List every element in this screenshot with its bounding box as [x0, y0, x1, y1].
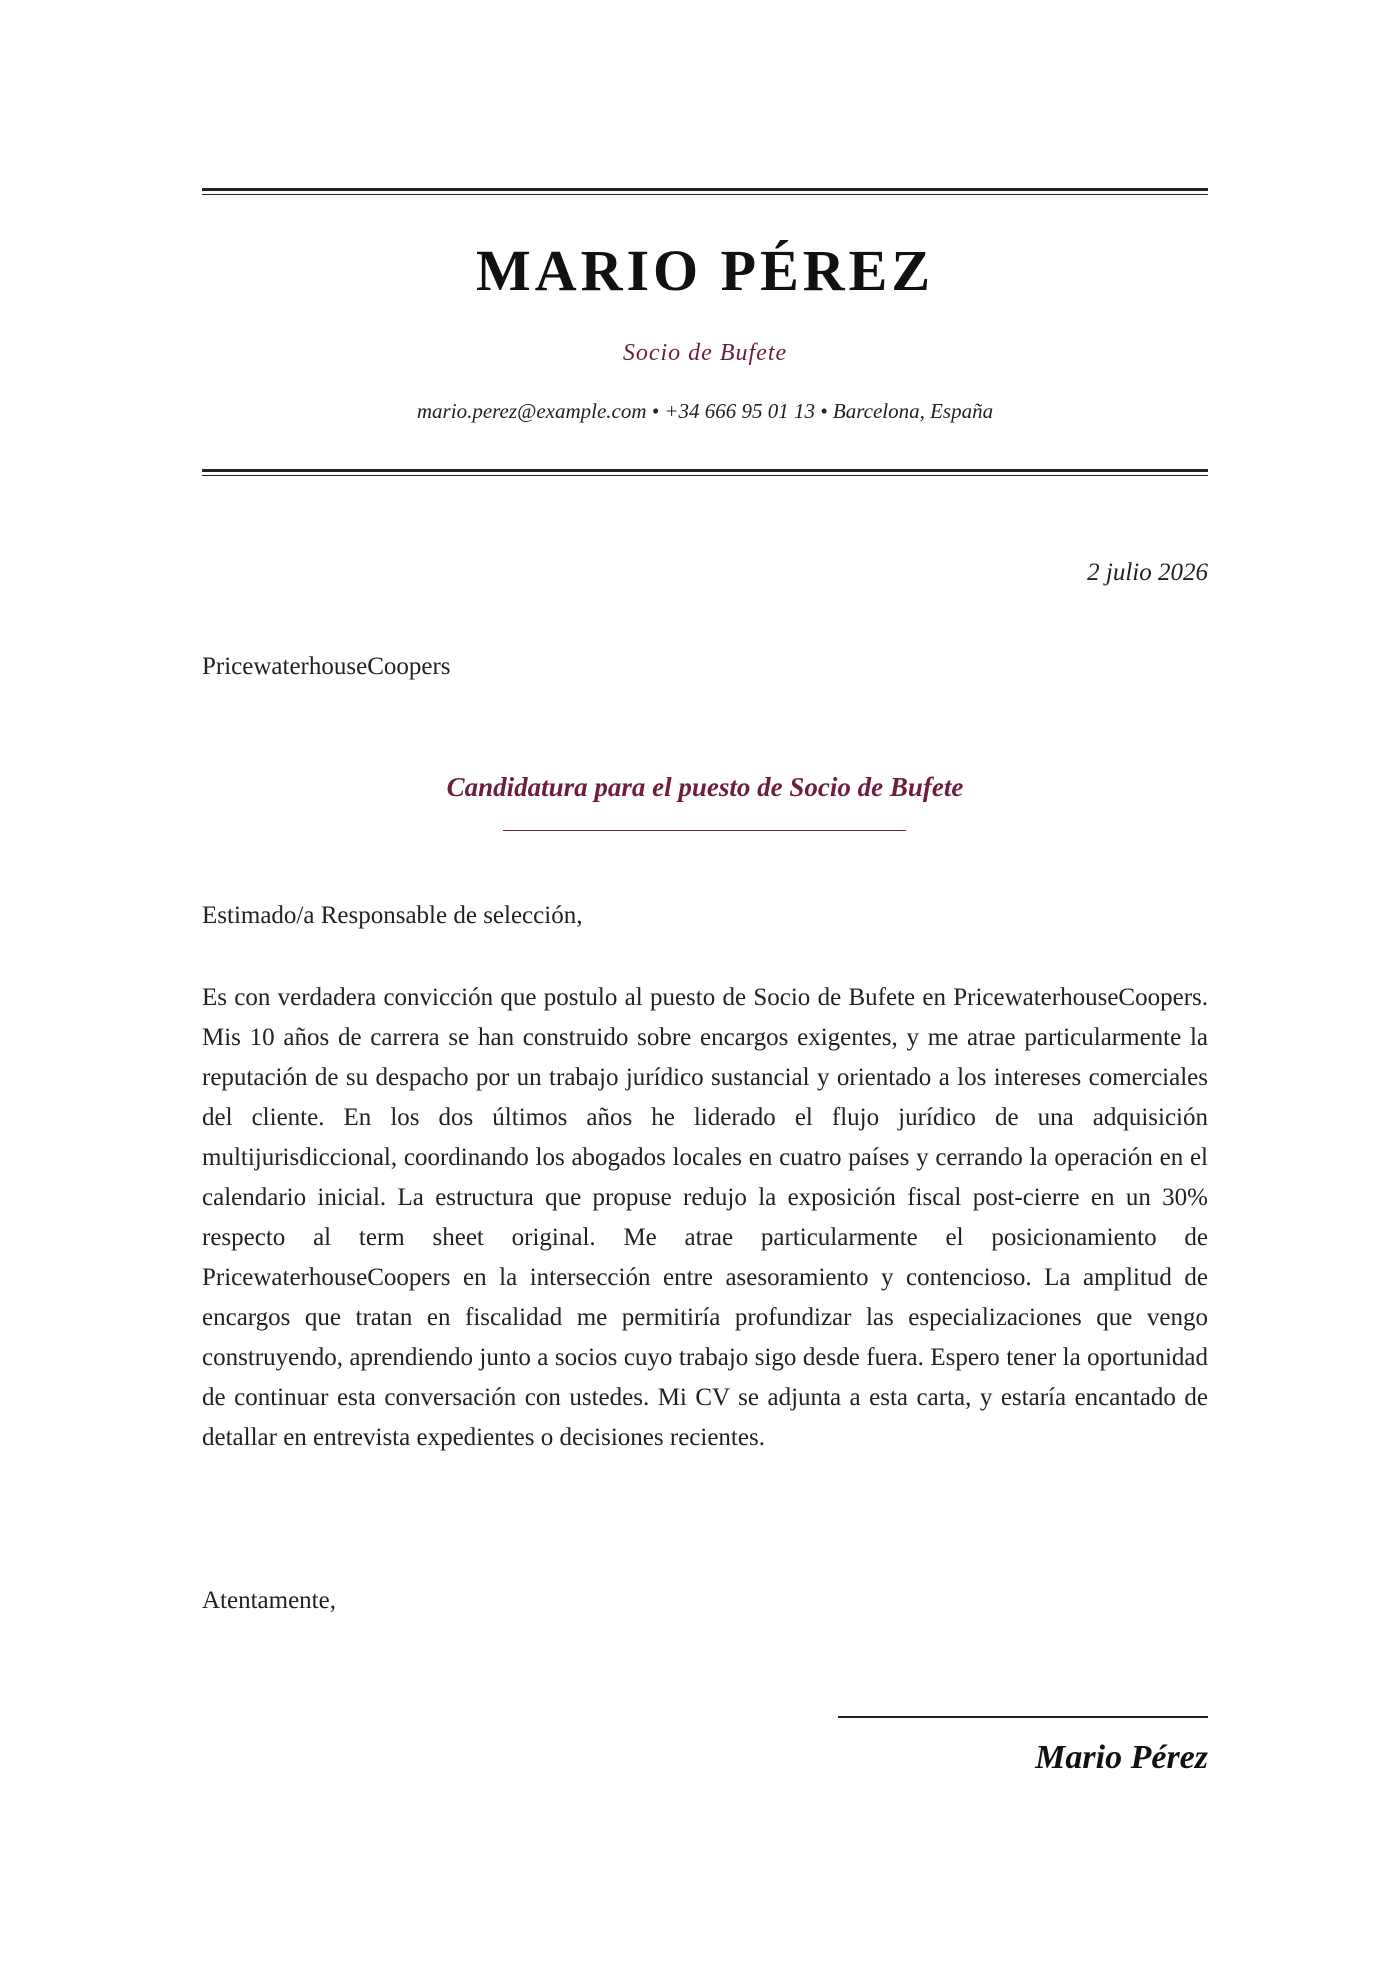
letter-subject: Candidatura para el puesto de Socio de Bufete — [446, 772, 964, 802]
letter-body: Es con verdadera convicción que postulo al puesto de Socio de Bufete en PricewaterhouseCoopers. Mis 10 años de carrera se han construido sobre encargos exigentes, y me atrae particularmente la reputación de su despacho por un trabajo jurídico sustancial y orientado a los intereses comerciales del cliente. En los dos últimos años he liderado el flujo jurídico de una adquisición multijurisdiccional, coordinando los abogados locales en cuatro países y cerrando la operación en el calendario inicial. La estructura que propuse redujo la exposición fiscal post-cierre en un 30% respecto al term sheet original. Me atrae particularmente el posicionamiento de PricewaterhouseCoopers en la intersección entre asesoramiento y contencioso. La amplitud de encargos que tratan en fiscalidad me permitiría profundizar las especializaciones que vengo construyendo, aprendiendo junto a socios cuyo trabajo sigo desde fuera. Espero tener la oportunidad de continuar esta conversación con ustedes. Mi CV se adjunta a esta carta, y estaría encantado de detallar en entrevista expedientes o decisiones recientes. — [202, 984, 1208, 1451]
letter-greeting: Estimado/a Responsable de selección, — [202, 902, 583, 929]
letter-closing: Atentamente, — [202, 1587, 336, 1614]
subject-underline — [503, 830, 906, 831]
contact-line: mario.perez@example.com • +34 666 95 01 13 • Barcelona, España — [416, 399, 994, 423]
recipient-company: PricewaterhouseCoopers — [202, 653, 451, 680]
cover-letter-page — [202, 0, 1208, 1980]
signature-name: Mario Pérez — [1035, 1739, 1208, 1776]
header-bottom-rule — [202, 469, 1208, 476]
applicant-role: Socio de Bufete — [622, 340, 788, 366]
applicant-name: MARIO PÉREZ — [475, 238, 935, 303]
signature-line — [838, 1716, 1208, 1718]
letter-date: 2 julio 2026 — [1087, 559, 1208, 586]
header-top-rule — [202, 188, 1208, 195]
